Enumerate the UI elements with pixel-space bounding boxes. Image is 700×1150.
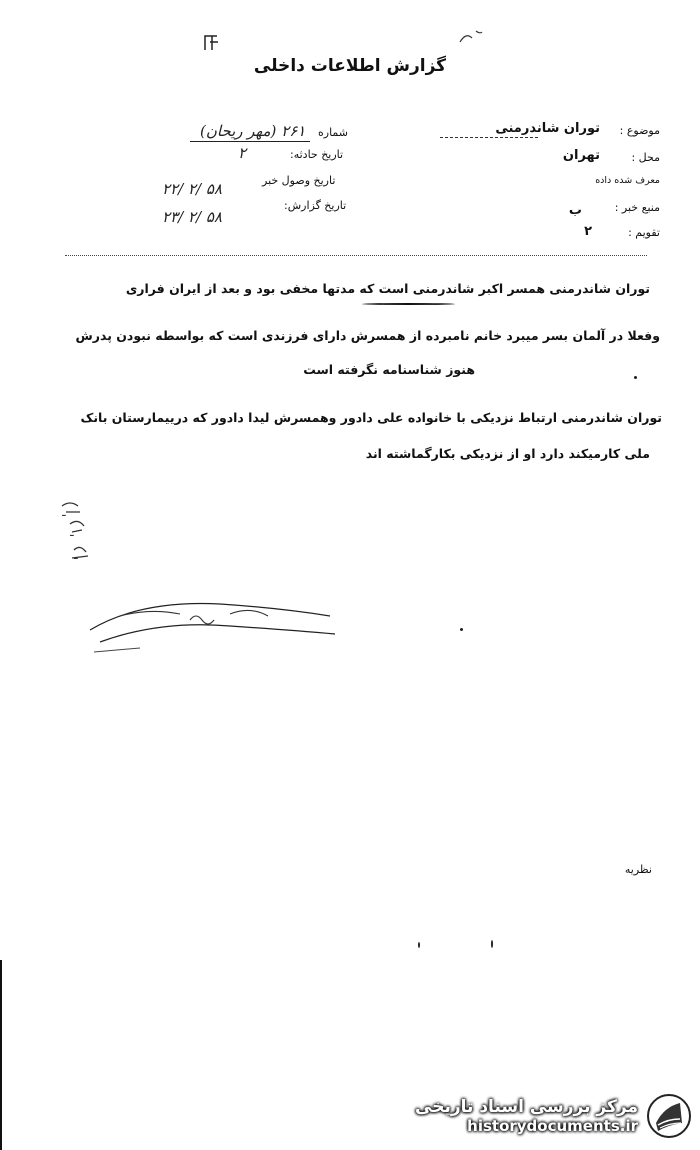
- subject-label: موضوع :: [619, 124, 660, 137]
- watermark-text: [415, 1097, 638, 1135]
- opinion-label: نظریه: [624, 863, 652, 876]
- place-label: محل :: [631, 151, 660, 164]
- body-line-2: وفعلا در آلمان بسر میبرد خانم نامبرده از همسرش دارای فرزندی است که بواسطه نبودن پدرش: [75, 328, 660, 343]
- handwriting-scribble-icon: [58, 498, 98, 570]
- watermark-fa: مرکز بررسی اسناد تاریخی: [415, 1097, 638, 1117]
- receipt-date-label: تاریخ وصول خبر: [262, 174, 336, 187]
- pen-mark-icon: [458, 28, 484, 48]
- archive-book-icon: [646, 1093, 692, 1139]
- top-mark-right: [458, 28, 484, 52]
- margin-note-1: ـ: [62, 505, 66, 519]
- number-underline: [190, 141, 310, 142]
- margin-note-3: ـ: [74, 548, 78, 562]
- number-value: ۲۶۱ (مهر ریحان): [200, 122, 306, 140]
- pen-mark-icon: [202, 32, 222, 54]
- watermark-logo: [415, 1090, 692, 1142]
- body-line-1: [126, 281, 650, 296]
- assessment-value: ۲: [584, 224, 592, 239]
- body-line-5: ملی کارمیکند دارد او از نزدیکی بکارگماشته اند: [365, 446, 650, 461]
- subject-dashes: [440, 137, 538, 138]
- body-line-4: توران شاندرمنی ارتباط نزدیکی با خانواده علی دادور وهمسرش لیدا دادور که درییمارستان بانک: [80, 410, 662, 425]
- report-title: گزارش اطلاعات داخلی: [253, 56, 447, 76]
- scan-edge-line: [0, 960, 2, 1150]
- ink-speck: [634, 376, 637, 379]
- origin-label: منبع خبر :: [614, 201, 660, 214]
- watermark-en: historydocuments.ir: [467, 1117, 638, 1135]
- report-date-value: ۲۳/ ۲/ ۵۸: [162, 208, 222, 226]
- event-date-label: تاریخ حادثه:: [290, 148, 344, 161]
- source-label: معرف شده داده: [595, 175, 660, 186]
- signature-scribble-icon: [80, 590, 350, 660]
- header-divider: [65, 255, 647, 256]
- receipt-date-value: ۲۲/ ۲/ ۵۸: [162, 180, 222, 198]
- top-mark-left: [202, 32, 222, 57]
- subject-value: توران شاندرمنی: [495, 121, 600, 136]
- body-line-1-text: توران شاندرمنی همسر اکبر شاندرمنی است که مدتها مخفی بود و بعد از ایران فراری: [125, 281, 650, 296]
- ink-speck: [460, 628, 463, 631]
- origin-value: ب: [568, 203, 582, 218]
- ink-speck: [418, 942, 420, 948]
- assessment-label: تقویم :: [628, 226, 660, 239]
- place-value: تهران: [562, 148, 600, 163]
- margin-scribbles: [58, 498, 98, 574]
- ink-speck: [491, 940, 493, 948]
- margin-note-2: ـ: [70, 525, 74, 539]
- name-underline-mark: [362, 303, 455, 305]
- event-date-value: ۲: [238, 144, 247, 162]
- number-label: شماره: [318, 126, 349, 139]
- report-date-label: تاریخ گزارش:: [284, 199, 347, 212]
- body-line-3: هنوز شناسنامه نگرفته است: [303, 362, 475, 377]
- signature: [80, 590, 350, 664]
